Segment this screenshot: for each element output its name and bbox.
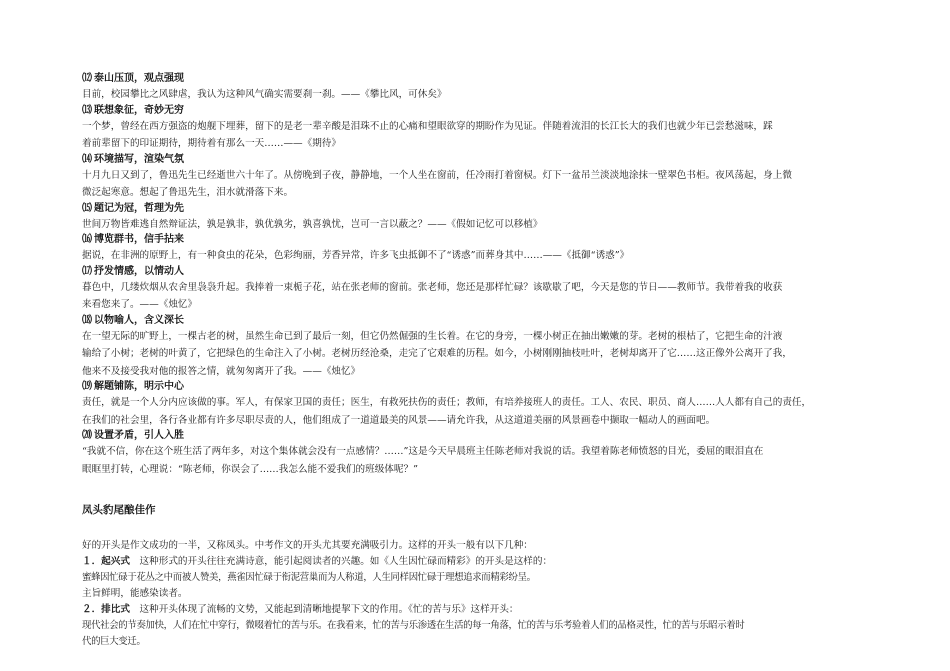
- technique-text-line: 一个梦，曾经在西方强盗的炮舰下埋葬，留下的是老一辈辛酸是泪珠不止的心痛和望眼欲穿的期盼作为见证。伴随着流泪的长江长大的我们也就少年已尝愁滋味，踩: [82, 120, 773, 132]
- technique-heading: [82, 153, 880, 167]
- technique-section: [82, 153, 880, 202]
- technique-heading: [82, 380, 880, 394]
- technique-title: 联想象征，奇妙无穷: [94, 104, 184, 116]
- technique-text-line: 责任，就是一个人分内应该做的事。军人，有保家卫国的责任；医生，有救死扶伤的责任；教师，有培养接班人的责任。工人、农民、职员、商人……人人都有自己的责任，: [82, 397, 812, 408]
- technique-title: 抒发情感，以情动人: [94, 265, 184, 277]
- technique-text-line: 眼眶里打转，心理说：“陈老师，你误会了……我怎么能不爱我们的班级体呢？”: [82, 463, 418, 475]
- technique-number: ⒆: [82, 381, 92, 392]
- technique-heading: [82, 314, 880, 328]
- technique-text-line: 暮色中，几缕炊烟从农舍里袅袅升起。我捧着一束栀子花，站在张老师的窗前。张老师，您还是那样忙碌？该歇歇了吧，今天是您的节日——教师节。我带着我的收获: [82, 281, 783, 293]
- technique-section: [82, 429, 880, 478]
- technique-heading: [82, 72, 880, 86]
- technique-heading: [82, 202, 880, 216]
- item-1-line: [82, 554, 880, 570]
- section-title: 凤头豹尾酿佳作: [82, 504, 156, 516]
- technique-number: ⒁: [82, 153, 92, 165]
- technique-number: ⒂: [82, 202, 92, 214]
- technique-text-line: 微泛起寒意。想起了鲁迅先生，泪水就滑落下来。: [82, 187, 294, 198]
- technique-text-line: 他来不及接受我对他的报答之情，就匆匆离开了我。——《烛忆》: [82, 365, 361, 377]
- technique-title: 解题铺陈，明示中心: [94, 381, 184, 392]
- technique-text-line: 在我们的社会里，各行各业都有许多尽职尽责的人，他们组成了一道道最美的风景——请允许我，从这道道美丽的风景画卷中撷取一幅动人的画面吧。: [82, 414, 716, 426]
- intro-paragraph: 好的开头是作文成功的一半，又称凤头。中考作文的开头尤其要充满吸引力。这样的开头一般有以下几种：: [82, 540, 533, 551]
- technique-number: ⒃: [82, 234, 92, 245]
- technique-section: [82, 72, 880, 104]
- technique-title: 环境描写，渲染气氛: [94, 153, 184, 165]
- item-2-line: [82, 602, 880, 618]
- technique-text-line: “我就不信，你在这个班生活了两年多，对这个集体就会没有一点感情？……”这是今天早晨班主任陈老师对我说的话。我望着陈老师愤怒的目光，委屈的眼泪直在: [82, 446, 764, 457]
- technique-number: ⒅: [82, 314, 92, 326]
- technique-text-line: 世间万物皆难逃自然辩证法，孰是孰非，孰优孰劣，孰喜孰忧，岂可一言以蔽之？——《假如记忆可以移植》: [82, 218, 543, 230]
- technique-text-line: 在一望无际的旷野上，一棵古老的树，虽然生命已到了最后一刻，但它仍然倔强的生长着。在它的身旁，一棵小树正在抽出嫩嫩的芽。老树的根枯了，它把生命的汁液: [82, 330, 783, 342]
- technique-text-line: 十月九日又到了，鲁迅先生已经逝世六十年了。从傍晚到子夜，静静地，一个人坐在窗前，任冷雨打着窗棂。灯下一盆吊兰淡淡地涂抹一壁翠色书柜。夜风荡起，身上微: [82, 169, 792, 181]
- technique-section: [82, 233, 880, 265]
- technique-title: 题记为冠，哲理为先: [94, 202, 184, 214]
- technique-heading: [82, 104, 880, 118]
- document-page: [82, 72, 880, 650]
- item-2-quote-line-2: 代的巨大变迁。: [82, 636, 146, 647]
- opening-techniques-list: [82, 72, 880, 478]
- technique-number: ⒄: [82, 265, 92, 277]
- item-2-heading: ２．排比式: [82, 604, 130, 615]
- technique-section: [82, 265, 880, 314]
- technique-title: 设置矛盾，引人入胜: [94, 430, 184, 441]
- technique-number: ⒀: [82, 104, 92, 116]
- technique-text-line: 输给了小树；老树的叶黄了，它把绿色的生命注入了小树。老树历经沧桑，走完了它艰难的历程。如今，小树刚刚抽枝吐叶，老树却离开了它……这正像外公离开了我，: [82, 348, 792, 359]
- technique-number: ⑿: [82, 73, 92, 84]
- item-1-heading: １．起兴式: [82, 556, 130, 567]
- item-1-quote: 蜜蜂因忙碌于花丛之中而被人赞美，燕雀因忙碌于衔泥营巢而为人称道，人生同样因忙碌于理想追求而精彩纷呈。: [82, 572, 536, 583]
- technique-heading: [82, 429, 880, 443]
- item-1-note: 主旨鲜明，能感染读者。: [82, 588, 188, 599]
- technique-text-line: 目前，校园攀比之风肆虐，我认为这种风气确实需要刹一刹。——《攀比风，可休矣》: [82, 89, 447, 100]
- technique-section: [82, 380, 880, 429]
- technique-title: 以物喻人，含义深长: [94, 314, 184, 326]
- technique-text-line: 来看您来了。——《烛忆》: [82, 299, 198, 310]
- technique-section: [82, 202, 880, 234]
- technique-title: 博览群书，信手拈来: [94, 234, 184, 245]
- technique-section: [82, 104, 880, 153]
- technique-number: ⒇: [82, 430, 92, 441]
- technique-title: 泰山压顶，观点强现: [94, 73, 184, 84]
- technique-text-line: 着前辈留下的印证期待，期待着有那么一天……——《期待》: [82, 138, 342, 149]
- item-2-quote-line-1: 现代社会的节奏加快，人们在忙中穿行，微啜着忙的苦与乐。在我看来，忙的苦与乐渗透在生活的每一角落，忙的苦与乐考验着人们的品格灵性，忙的苦与乐昭示着时: [82, 620, 745, 631]
- item-1-text: 这种形式的开头往往充满诗意，能引起阅读者的兴趣。如《人生因忙碌而精彩》的开头是这样的：: [129, 556, 553, 567]
- technique-heading: [82, 265, 880, 279]
- item-2-text: 这种开头体现了流畅的文势，又能起到清晰地提挈下文的作用。《忙的苦与乐》这样开头：: [129, 604, 519, 615]
- technique-heading: [82, 233, 880, 247]
- technique-text-line: 据说，在非洲的原野上，有一种食虫的花朵，色彩绚丽，芳香异常，许多飞虫抵御不了“诱惑”而葬身其中……——《抵御“诱惑”》: [82, 250, 630, 261]
- technique-section: [82, 314, 880, 381]
